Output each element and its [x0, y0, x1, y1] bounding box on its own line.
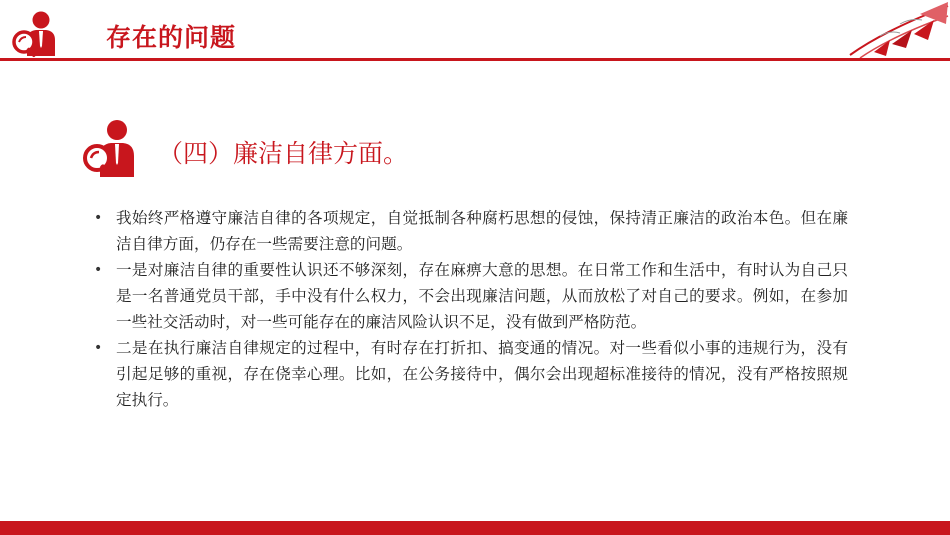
bullet-list [88, 205, 848, 413]
list-item [88, 335, 848, 413]
list-item [88, 205, 848, 257]
list-item [88, 257, 848, 335]
paragraph-text: 一是对廉洁自律的重要性认识还不够深刻，存在麻痹大意的思想。在日常工作和生活中，有时认为自己只是一名普通党员干部，手中没有什么权力，不会出现廉洁问题，从而放松了对自己的要求。例如，在参加一些社交活动时，对一些可能存在的廉洁风险认识不足，没有做到严格防范。 [116, 261, 848, 331]
person-magnifier-icon [10, 10, 64, 58]
ribbon-decoration [830, 0, 950, 60]
paragraph-text: 我始终严格遵守廉洁自律的各项规定，自觉抵制各种腐朽思想的侵蚀，保持清正廉洁的政治本色。但在廉洁自律方面，仍存在一些需要注意的问题。 [116, 209, 848, 253]
bullet-icon: • [94, 340, 103, 356]
paragraph-text: 二是在执行廉洁自律规定的过程中，有时存在打折扣、搞变通的情况。对一些看似小事的违规行为，没有引起足够的重视，存在侥幸心理。比如，在公务接待中，偶尔会出现超标准接待的情况，没有严格按照规定执行。 [116, 339, 848, 409]
header-divider [0, 58, 950, 61]
section-heading: （四）廉洁自律方面。 [158, 139, 409, 168]
footer-bar [0, 521, 950, 535]
bullet-icon: • [94, 210, 103, 226]
header-bar [0, 0, 950, 62]
page-title: 存在的问题 [106, 23, 237, 52]
person-magnifier-icon [80, 117, 142, 179]
bullet-icon: • [94, 262, 103, 278]
